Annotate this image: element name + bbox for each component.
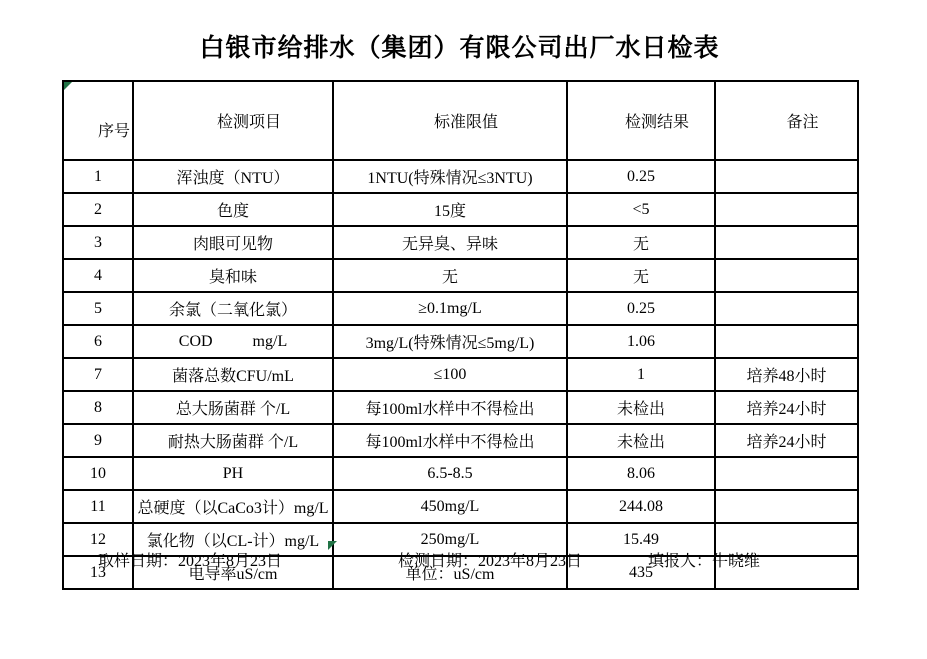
cell-item: PH <box>133 457 333 490</box>
col-header-remark <box>715 81 858 160</box>
cell-remark: 培养24小时 <box>715 424 858 457</box>
cell-remark <box>715 292 858 325</box>
cell-standard: 1NTU(特殊情况≤3NTU) <box>333 160 567 193</box>
cell-item: 耐热大肠菌群 个/L <box>133 424 333 457</box>
cell-item: 电导率uS/cm <box>133 556 333 589</box>
page-title: 白银市给排水（集团）有限公司出厂水日检表 <box>199 35 720 62</box>
cell-standard: 每100ml水样中不得检出 <box>333 391 567 424</box>
cell-serial: 10 <box>63 457 133 490</box>
cell-result: 未检出 <box>567 424 715 457</box>
cell-remark <box>715 193 858 226</box>
table-row <box>63 193 858 226</box>
cell-result: 435 <box>567 556 715 589</box>
table-row <box>63 160 858 193</box>
cell-result: 244.08 <box>567 490 715 523</box>
table-row <box>63 391 858 424</box>
cell-standard: 250mg/L <box>333 523 567 556</box>
cell-remark: 培养48小时 <box>715 358 858 391</box>
cell-serial: 2 <box>63 193 133 226</box>
cell-standard: 单位：uS/cm <box>333 556 567 589</box>
cell-standard: ≤100 <box>333 358 567 391</box>
cell-serial: 13 <box>63 556 133 589</box>
cell-serial: 12 <box>63 523 133 556</box>
sample-date: 取样日期：2023年8月23日 <box>98 553 283 570</box>
table-row <box>63 292 858 325</box>
cell-result: 0.25 <box>567 160 715 193</box>
table-row <box>63 358 858 391</box>
cell-standard: 无 <box>333 259 567 292</box>
cell-result: 1 <box>567 358 715 391</box>
cell-remark <box>715 160 858 193</box>
cell-item: 色度 <box>133 193 333 226</box>
cell-item: COD mg/L <box>133 325 333 358</box>
cell-remark <box>715 325 858 358</box>
footer <box>0 548 927 572</box>
col-header-item <box>133 81 333 160</box>
cell-serial: 5 <box>63 292 133 325</box>
col-header-standard <box>333 81 567 160</box>
table-row <box>63 226 858 259</box>
cell-result: 15.49 <box>567 523 715 556</box>
cell-standard: 15度 <box>333 193 567 226</box>
cell-standard: ≥0.1mg/L <box>333 292 567 325</box>
cell-item: 浑浊度（NTU） <box>133 160 333 193</box>
cell-result: 1.06 <box>567 325 715 358</box>
cell-serial: 8 <box>63 391 133 424</box>
col-header-remark-label: 备注 <box>786 114 819 131</box>
cell-item: 菌落总数CFU/mL <box>133 358 333 391</box>
cell-serial: 7 <box>63 358 133 391</box>
cell-serial: 6 <box>63 325 133 358</box>
cell-item: 氯化物（以CL-计）mg/L <box>133 523 333 556</box>
header-row <box>63 81 858 160</box>
cell-item: 总硬度（以CaCo3计）mg/L <box>133 490 333 523</box>
green-corner-marker-icon <box>64 82 72 90</box>
cell-result: 无 <box>567 259 715 292</box>
test-date: 检测日期：2023年8月23日 <box>398 553 583 570</box>
col-header-standard-label: 标准限值 <box>433 114 498 131</box>
cell-item: 臭和味 <box>133 259 333 292</box>
cell-result: 未检出 <box>567 391 715 424</box>
col-header-serial-label: 序号 <box>97 123 130 140</box>
reporter-name: 填报人：牛晓维 <box>648 553 761 570</box>
table-row <box>63 424 858 457</box>
table-row <box>63 457 858 490</box>
cell-remark <box>715 259 858 292</box>
col-header-item-label: 检测项目 <box>216 114 281 131</box>
cell-remark <box>715 490 858 523</box>
cell-serial: 3 <box>63 226 133 259</box>
cell-serial: 4 <box>63 259 133 292</box>
col-header-serial <box>63 81 133 160</box>
cell-result: 无 <box>567 226 715 259</box>
cell-standard: 450mg/L <box>333 490 567 523</box>
cell-item: 肉眼可见物 <box>133 226 333 259</box>
cell-result: <5 <box>567 193 715 226</box>
table-row <box>63 259 858 292</box>
table-row <box>63 490 858 523</box>
cell-result: 8.06 <box>567 457 715 490</box>
cell-standard: 每100ml水样中不得检出 <box>333 424 567 457</box>
col-header-result-label: 检测结果 <box>624 114 689 131</box>
cell-remark <box>715 226 858 259</box>
cell-serial: 9 <box>63 424 133 457</box>
col-header-result <box>567 81 715 160</box>
cell-serial: 11 <box>63 490 133 523</box>
cell-item: 余氯（二氧化氯） <box>133 292 333 325</box>
cell-standard: 无异臭、异味 <box>333 226 567 259</box>
cell-remark <box>715 457 858 490</box>
cell-item: 总大肠菌群 个/L <box>133 391 333 424</box>
cell-remark: 培养24小时 <box>715 391 858 424</box>
cell-standard: 3mg/L(特殊情况≤5mg/L) <box>333 325 567 358</box>
table-row <box>63 325 858 358</box>
inspection-table <box>62 80 859 590</box>
cell-result: 0.25 <box>567 292 715 325</box>
cell-serial: 1 <box>63 160 133 193</box>
cell-standard: 6.5-8.5 <box>333 457 567 490</box>
